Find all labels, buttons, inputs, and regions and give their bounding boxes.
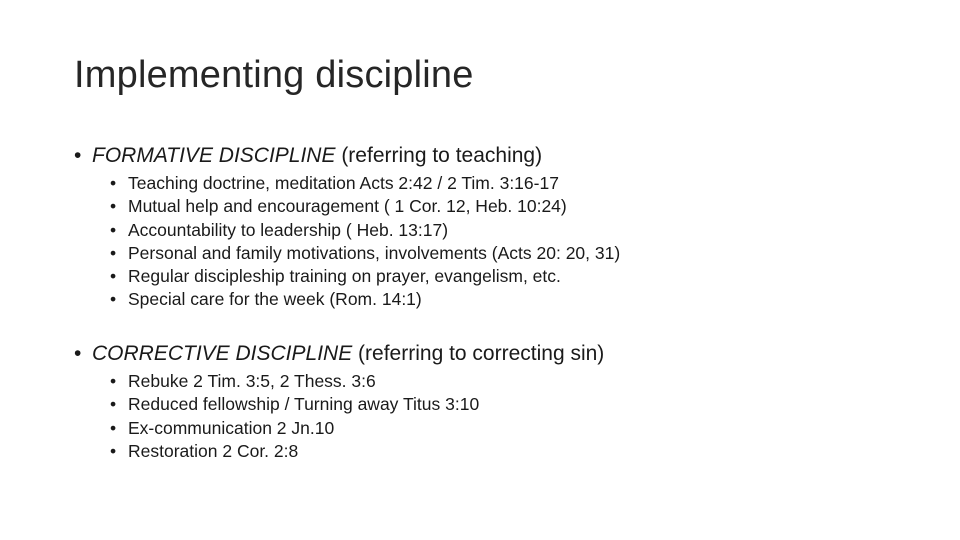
list-item	[74, 370, 934, 393]
heading-emphasis: CORRECTIVE DISCIPLINE	[92, 342, 353, 365]
list-item	[74, 393, 934, 416]
list-item	[74, 265, 934, 288]
list-item	[74, 172, 934, 195]
heading-text: (referring to teaching)	[335, 144, 543, 167]
bullet-icon: •	[110, 394, 117, 415]
list-item-text: Rebuke 2 Tim. 3:5, 2 Thess. 3:6	[128, 371, 376, 391]
section-heading	[74, 341, 934, 367]
bullet-icon: •	[110, 196, 117, 217]
list-item-text: Teaching doctrine, meditation Acts 2:42 / 2 Tim. 3:16-17	[128, 173, 559, 193]
section-heading	[74, 143, 934, 169]
bullet-icon: •	[74, 342, 82, 365]
bullet-icon: •	[110, 417, 117, 438]
heading-text: (referring to correcting sin)	[352, 342, 605, 365]
bullet-icon: •	[110, 219, 117, 240]
bullet-list	[74, 172, 934, 312]
bullet-icon: •	[74, 144, 82, 167]
list-item	[74, 242, 934, 265]
list-item	[74, 417, 934, 440]
bullet-icon: •	[110, 371, 117, 391]
list-item-text: Accountability to leadership ( Heb. 13:17)	[128, 219, 449, 240]
list-item	[74, 219, 934, 242]
section-formative-discipline	[74, 143, 934, 312]
section-corrective-discipline	[74, 341, 934, 463]
list-item	[74, 195, 934, 218]
list-item-text: Reduced fellowship / Turning away Titus 3:10	[128, 394, 480, 415]
list-item-text: Special care for the week (Rom. 14:1)	[128, 289, 422, 310]
list-item-text: Restoration 2 Cor. 2:8	[128, 440, 299, 461]
list-item	[74, 288, 934, 311]
list-item-text: Personal and family motivations, involvements (Acts 20: 20, 31)	[128, 242, 621, 263]
bullet-icon: •	[110, 266, 117, 287]
list-item-text: Ex-communication 2 Jn.10	[128, 417, 335, 438]
bullet-list	[74, 370, 934, 463]
bullet-icon: •	[110, 242, 117, 263]
list-item-text: Mutual help and encouragement ( 1 Cor. 12, Heb. 10:24)	[128, 196, 567, 217]
list-item-text: Regular discipleship training on prayer, evangelism, etc.	[128, 266, 561, 287]
list-item	[74, 440, 934, 463]
heading-emphasis: FORMATIVE DISCIPLINE	[92, 144, 336, 167]
bullet-icon: •	[110, 289, 117, 310]
bullet-icon: •	[110, 440, 117, 461]
bullet-icon: •	[110, 173, 117, 193]
slide-title: Implementing discipline	[74, 54, 474, 96]
